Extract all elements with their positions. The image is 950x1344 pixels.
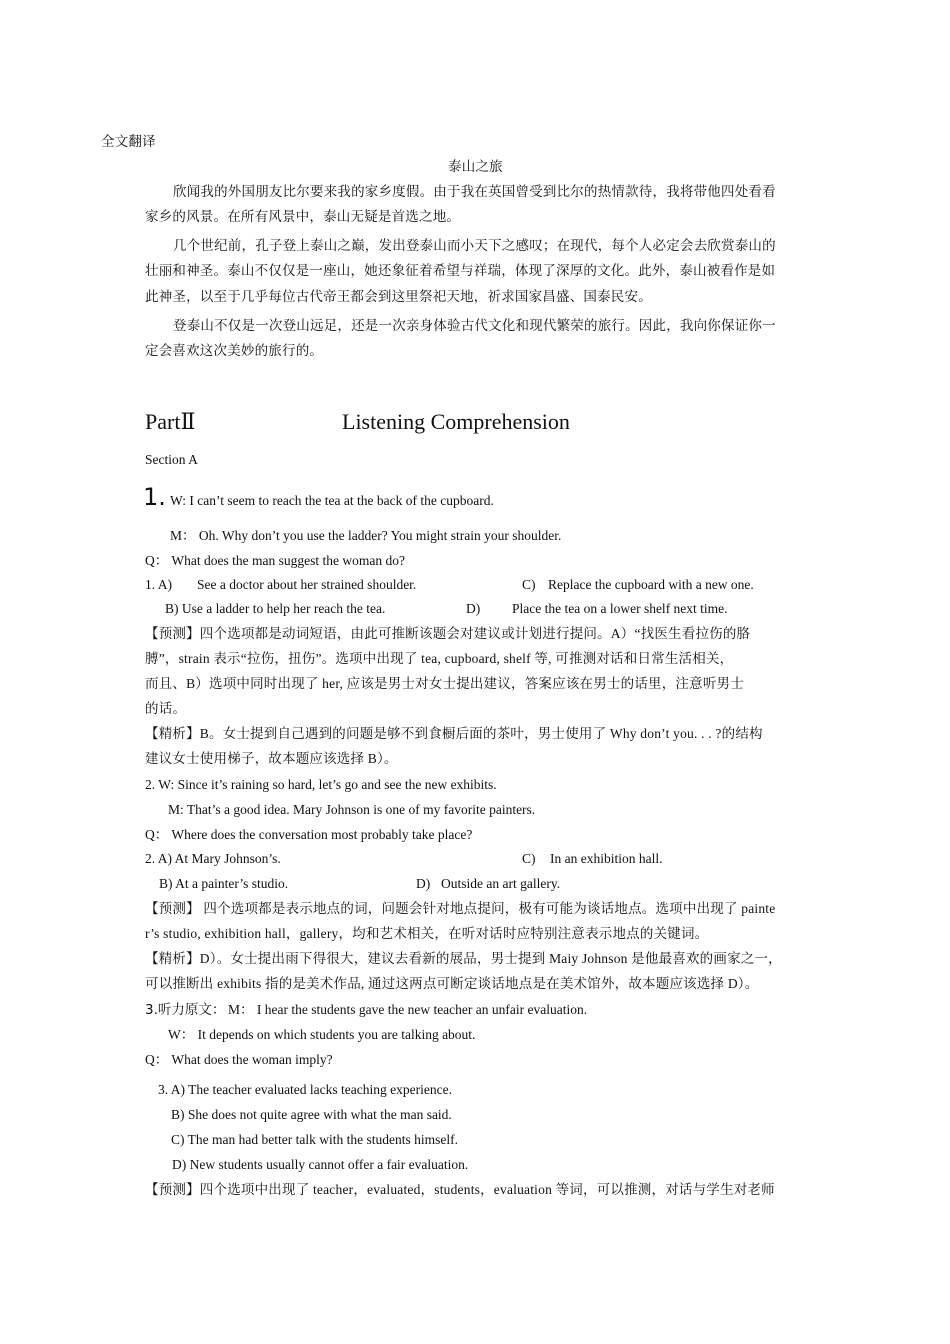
option-c: Replace the cupboard with a new one. (548, 577, 754, 592)
dialogue-woman: W： It depends on which students you are talking about. (168, 1027, 476, 1042)
prediction-line: 的话。 (145, 701, 187, 716)
translation-line: 此神圣，以至于几乎每位古代帝王都会到这里祭祀天地，祈求国家昌盛、国泰民安。 (145, 289, 652, 304)
option-d-label: D) (416, 876, 431, 891)
option-a-label: 1. A) (145, 577, 172, 592)
option-d: Place the tea on a lower shelf next time. (512, 601, 728, 616)
part-name: Listening Comprehension (342, 409, 570, 434)
question-text: Q： What does the woman imply? (145, 1052, 333, 1067)
transcript-label: 3.听力原文： (145, 1002, 226, 1018)
question-number: 1. (143, 483, 166, 511)
dialogue-man: M： I hear the students gave the new teacher an unfair evaluation. (228, 1002, 588, 1017)
question-text: Q： Where does the conversation most probably take place? (145, 827, 473, 842)
option-a: See a doctor about her strained shoulder. (197, 577, 417, 592)
option-c-label: C) (522, 851, 536, 866)
option-d: Outside an art gallery. (441, 876, 561, 891)
translation-line: 欣闻我的外国朋友比尔要来我的家乡度假。由于我在英国曾受到比尔的热情款待，我将带他四处看看 (173, 184, 776, 199)
translation-line: 家乡的风景。在所有风景中，泰山无疑是首选之地。 (145, 209, 461, 224)
translation-line: 定会喜欢这次美妙的旅行的。 (145, 343, 324, 358)
option-c-label: C) (522, 577, 536, 592)
analysis-line: 建议女士使用梯子，故本题应该选择 B）。 (145, 751, 398, 766)
option-c: In an exhibition hall. (550, 851, 663, 866)
dialogue-man: M: That’s a good idea. Mary Johnson is one of my favorite painters. (168, 802, 536, 817)
analysis-line: 可以推断出 exhibits 指的是美术作品, 通过这两点可断定谈话地点是在美术馆外，故本题应该选择 D）。 (145, 976, 759, 991)
option-a: 2. A) At Mary Johnson’s. (145, 851, 281, 866)
prediction-line: 【预测】 四个选项都是表示地点的词，问题会针对地点提问，极有可能为谈话地点。选项中出现了 painte (145, 901, 776, 916)
analysis-line: 【精析】D）。女士提出雨下得很大，建议去看新的展品，男士提到 Maiy Johnson 是他最喜欢的画家之一， (145, 951, 782, 966)
option-d-label: D) (466, 601, 481, 616)
analysis-line: 【精析】B。女士提到自己遇到的问题是够不到食橱后面的茶叶，男士使用了 Why don’t you. . . ?的结构 (145, 726, 763, 741)
question-text: Q： What does the man suggest the woman do? (145, 553, 405, 568)
dialogue-woman: W: I can’t seem to reach the tea at the back of the cupboard. (170, 493, 494, 508)
prediction-line: r’s studio, exhibition hall，gallery，均和艺术相关，在听对话时应特别注意表示地点的关键词。 (145, 926, 709, 941)
translation-title: 泰山之旅 (448, 159, 503, 174)
option-b: B) At a painter’s studio. (159, 876, 289, 891)
prediction-line: 【预测】四个选项中出现了 teacher，evaluated，students，evaluation 等词，可以推测，对话与学生对老师 (145, 1182, 775, 1197)
dialogue-woman: 2. W: Since it’s raining so hard, let’s go and see the new exhibits. (145, 777, 497, 792)
prediction-line: 【预测】四个选项都是动词短语，由此可推断该题会对建议或计划进行提问。A）“找医生看拉伤的胳 (145, 626, 751, 641)
translation-line: 壮丽和神圣。泰山不仅仅是一座山，她还象征着希望与祥瑞，体现了深厚的文化。此外，泰山被看作是如 (145, 263, 776, 278)
prediction-line: 而且、B）选项中同时出现了 her, 应该是男士对女士提出建议，答案应该在男士的话里，注意听男士 (145, 676, 744, 691)
option-b: B) She does not quite agree with what the man said. (171, 1107, 452, 1122)
translation-line: 几个世纪前，孔子登上泰山之巅，发出登泰山而小天下之感叹；在现代，每个人必定会去欣赏泰山的 (173, 238, 776, 253)
dialogue-man: M： Oh. Why don’t you use the ladder? You might strain your shoulder. (170, 528, 562, 543)
part-number: PartⅡ (145, 409, 196, 434)
option-b: B) Use a ladder to help her reach the tea. (165, 601, 386, 616)
translation-line: 登泰山不仅是一次登山远足，还是一次亲身体验古代文化和现代繁荣的旅行。因此，我向你保证你一 (173, 318, 776, 333)
option-a: 3. A) The teacher evaluated lacks teaching experience. (158, 1082, 452, 1097)
translation-label: 全文翻译 (101, 134, 156, 149)
option-c: C) The man had better talk with the students himself. (171, 1132, 458, 1147)
option-d: D) New students usually cannot offer a fair evaluation. (172, 1157, 469, 1172)
prediction-line: 膊”，strain 表示“拉伤，扭伤”。选项中出现了 tea, cupboard, shelf 等, 可推测对话和日常生活相关， (145, 651, 734, 666)
section-label: Section A (145, 452, 198, 467)
